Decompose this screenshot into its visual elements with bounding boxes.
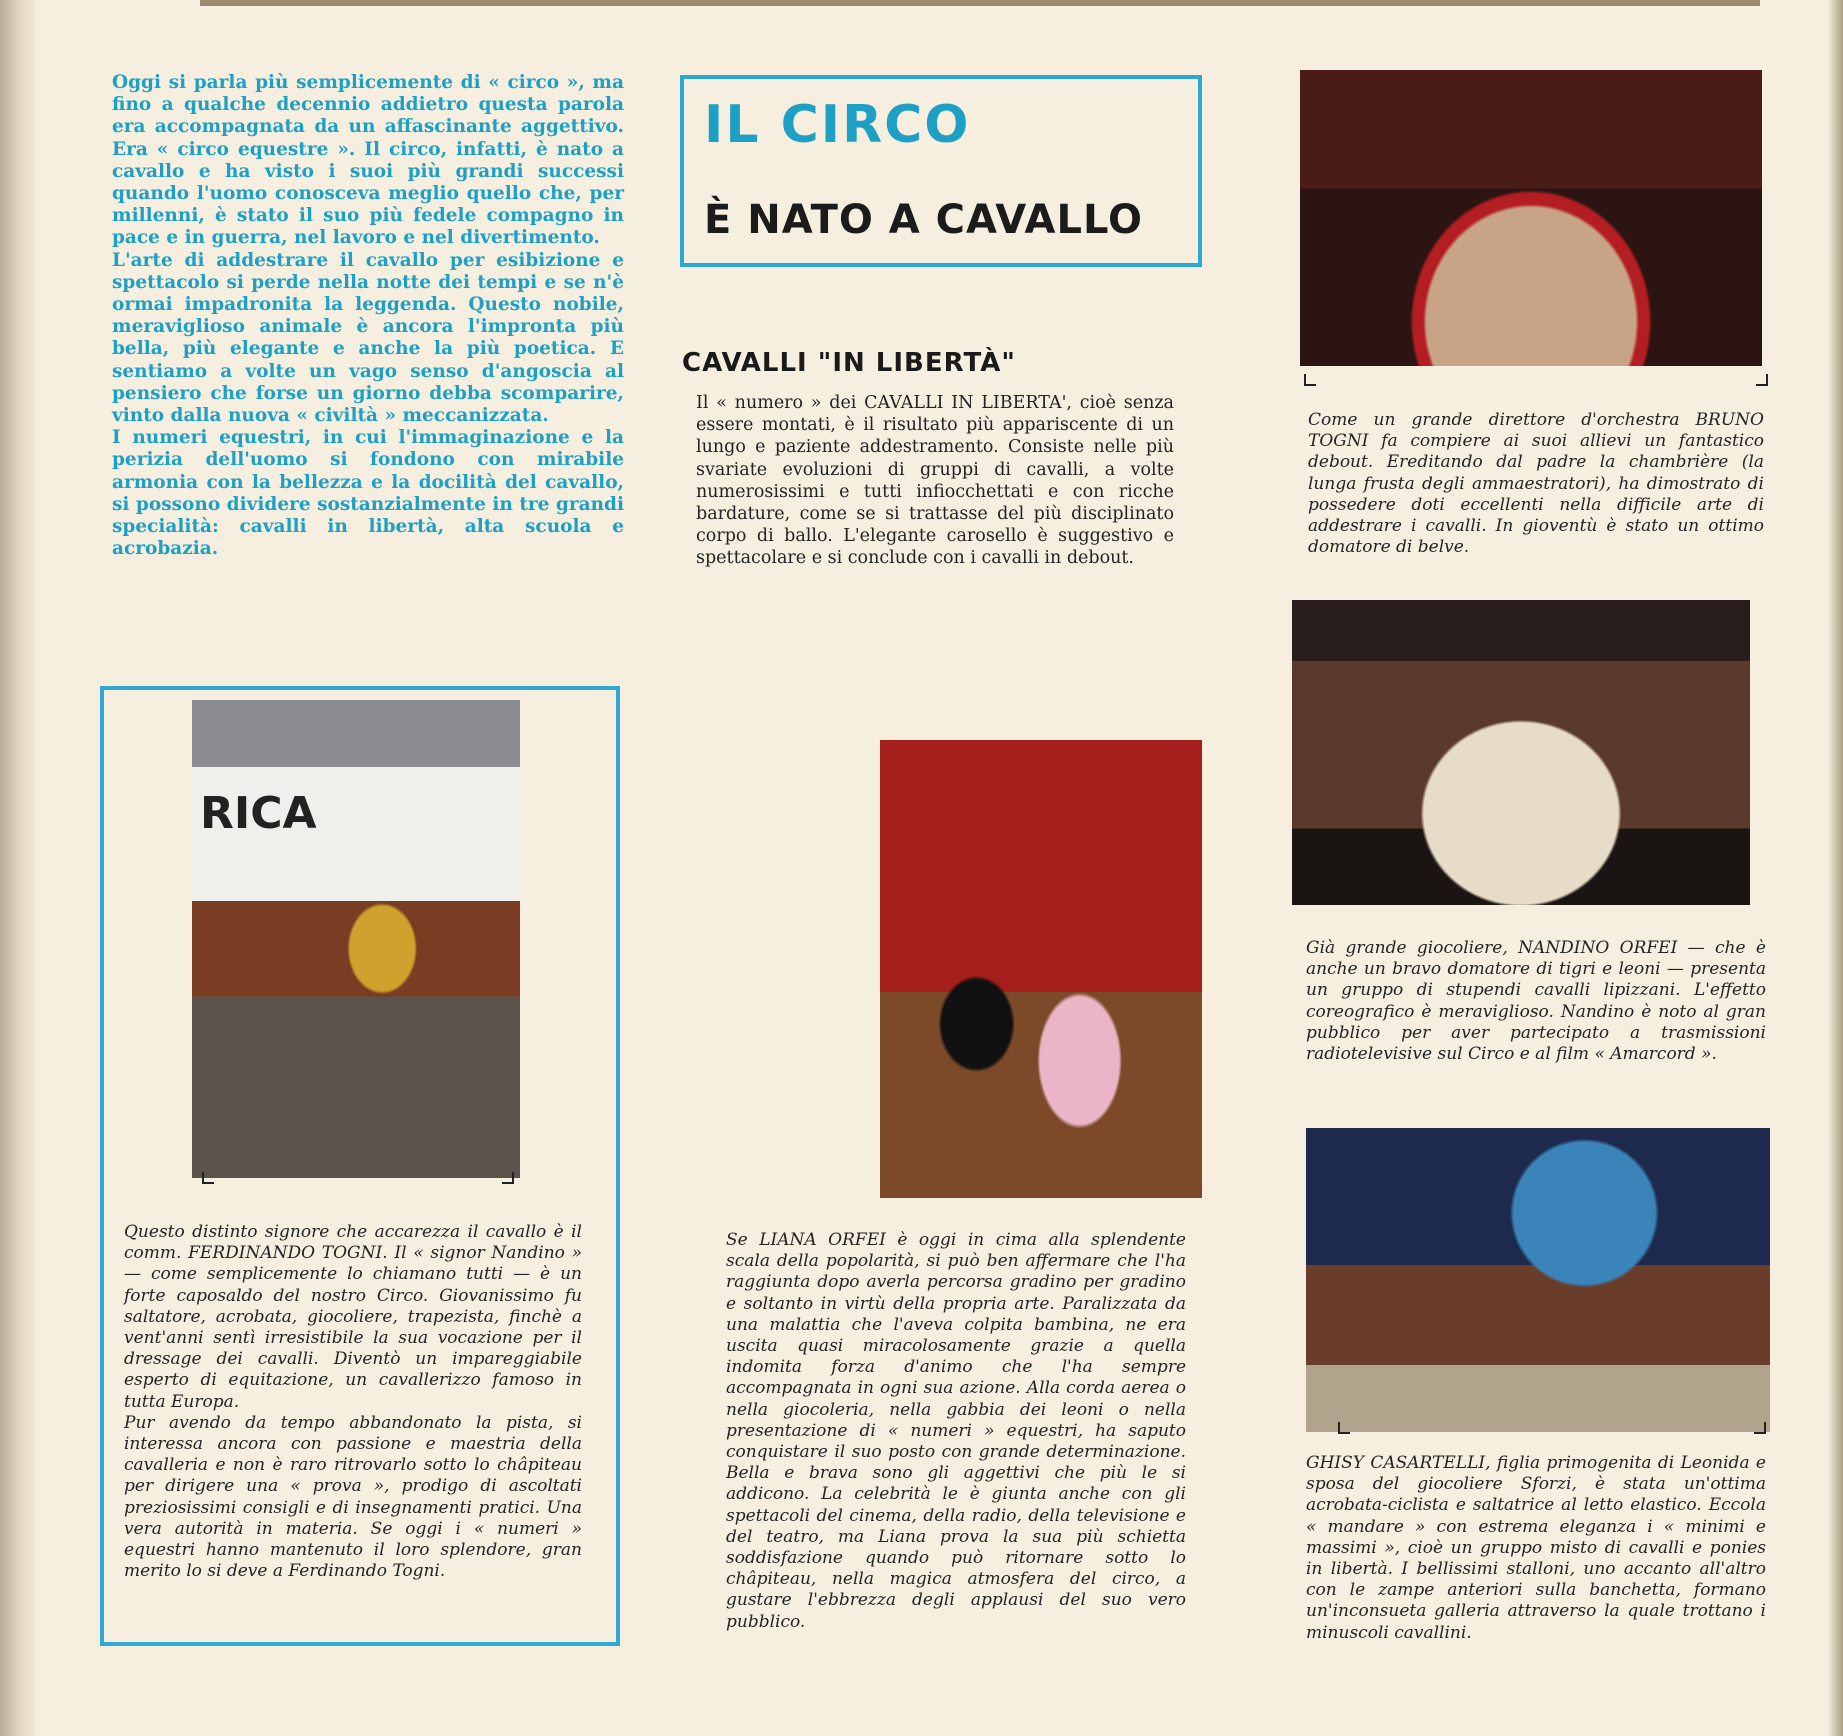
intro-paragraph-2: L'arte di addestrare il cavallo per esibizione e spettacolo si perde nella notte dei tempi e se n'è ormai impadronita la leggenda. Questo nobile, meraviglioso animale è ancora l'impronta più bella, più elegante e anche la più poetica. E sentiamo a volte un vago senso d'angoscia al pensiero che forse un giorno debba scomparire, vinto dalla nuova « civiltà » meccanizzata. [112,249,624,427]
section-body: Il « numero » dei CAVALLI IN LIBERTA', cioè senza essere montati, è il risultato più appariscente di un lungo e paziente addestramento. Consiste nelle più svariate evoluzioni di gruppi di cavalli, a volte numerosissimi e tutti infiocchettati e con ricche bardature, come se si trattasse del più disciplinato corpo di ballo. L'elegante carosello è suggestivo e spettacolare e si conclude con i cavalli in debout. [696,393,1174,569]
section-heading: CAVALLI "IN LIBERTÀ" [682,348,1016,378]
title-box [680,75,1202,267]
crop-mark [1338,1422,1350,1434]
photo-sign-text: RICA [200,788,317,839]
title-line-2: È NATO A CAVALLO [704,197,1144,243]
photo-liana-orfei [880,740,1202,1198]
caption-bruno-togni: Come un grande direttore d'orchestra BRUNO TOGNI fa compiere ai suoi allievi un fantastico debout. Ereditando dal padre la chambrière (la lunga frusta degli ammaestratori), ha dimostrato di possedere doti eccellenti nella difficile arte di addestrare i cavalli. In gioventù è stato un ottimo domatore di belve. [1308,410,1764,558]
top-border [200,0,1760,6]
crop-mark [1756,374,1768,386]
photo-horses-debout [1300,70,1762,366]
page-binding-edge [0,0,36,1736]
intro-text [112,72,624,560]
crop-mark [502,1172,514,1184]
caption-liana-orfei: Se LIANA ORFEI è oggi in cima alla splendente scala della popolarità, si può ben affermare che l'ha raggiunta dopo averla percorsa gradino per gradino e soltanto in virtù della propria arte. Paralizzata da una malattia che l'aveva colpita bambina, ne era uscita quasi miracolosamente grazie a quella indomita forza d'animo che l'ha sempre accompagnata in ogni sua azione. Alla corda aerea o nella giocoleria, nella gabbia dei leoni o nella presentazione di « numeri » equestri, ha saputo conquistare il suo posto con grande determinazione. Bella e brava sono gli aggettivi che più le si addicono. La celebrità le è giunta anche con gli spettacoli del cinema, della radio, della televisione e del teatro, ma Liana prova la sua più schietta soddisfazione quando può ritornare sotto lo châpiteau, nella magica atmosfera del circo, a gustare l'ebbrezza degli applausi del suo vero pubblico. [726,1230,1186,1632]
page-right-edge [1829,0,1843,1736]
caption-ghisy-casartelli: GHISY CASARTELLI, figlia primogenita di Leonida e sposa del giocoliere Sforzi, è stata un'ottima acrobata-ciclista e saltatrice al letto elastico. Eccola « mandare » con estrema eleganza i « minimi e massimi », cioè un gruppo misto di cavalli e ponies in libertà. I bellissimi stalloni, uno accanto all'altro con le zampe anteriori sulla banchetta, formano un'inconsueta galleria attraverso la quale trottano i minuscoli cavallini. [1306,1453,1766,1643]
crop-mark [1754,1422,1766,1434]
caption-ferdinando-p1: Questo distinto signore che accarezza il cavallo è il comm. FERDINANDO TOGNI. Il « signor Nandino » — come semplicemente lo chiamano tutti — è un forte caposaldo del nostro Circo. Giovanissimo fu saltatore, acrobata, giocoliere, trapezista, finchè a vent'anni sentì irresistibile la sua vocazione per il dressage dei cavalli. Diventò un impareggiabile esperto di equitazione, un cavallerizzo famoso in tutta Europa. [124,1222,582,1412]
photo-ghisy-casartelli [1306,1128,1770,1432]
crop-mark [1304,374,1316,386]
title-line-1: IL CIRCO [704,95,971,155]
photo-lipizzan-horses [1292,600,1750,905]
intro-paragraph-3: I numeri equestri, in cui l'immaginazione e la perizia dell'uomo si fondono con mirabile armonia con la bellezza e la docilità del cavallo, si possono dividere sostanzialmente in tre grandi specialità: cavalli in libertà, alta scuola e acrobazia. [112,427,624,560]
intro-paragraph-1: Oggi si parla più semplicemente di « circo », ma fino a qualche decennio addietro questa parola era accompagnata da un affascinante aggettivo. Era « circo equestre ». Il circo, infatti, è nato a cavallo e ha visto i suoi più grandi successi quando l'uomo conosceva meglio quello che, per millenni, è stato il suo più fedele compagno in pace e in guerra, nel lavoro e nel divertimento. [112,72,624,249]
caption-nandino-orfei: Già grande giocoliere, NANDINO ORFEI — che è anche un bravo domatore di tigri e leoni — presenta un gruppo di stupendi cavalli lipizzani. L'effetto coreografico è meraviglioso. Nandino è noto al gran pubblico per aver partecipato a trasmissioni radiotelevisive sul Circo e al film « Amarcord ». [1306,938,1766,1065]
photo-ferdinando-togni [192,700,520,1178]
caption-ferdinando-p2: Pur avendo da tempo abbandonato la pista, si interessa ancora con passione e maestria della cavalleria e non è raro ritrovarlo sotto lo châpiteau per dirigere una « prova », prodigo di ascoltati preziosissimi consigli e di insegnamenti pratici. Una vera autorità in materia. Se oggi i « numeri » equestri hanno mantenuto il loro splendore, gran merito lo si deve a Ferdinando Togni. [124,1412,582,1582]
caption-ferdinando-togni [124,1222,582,1582]
crop-mark [202,1172,214,1184]
